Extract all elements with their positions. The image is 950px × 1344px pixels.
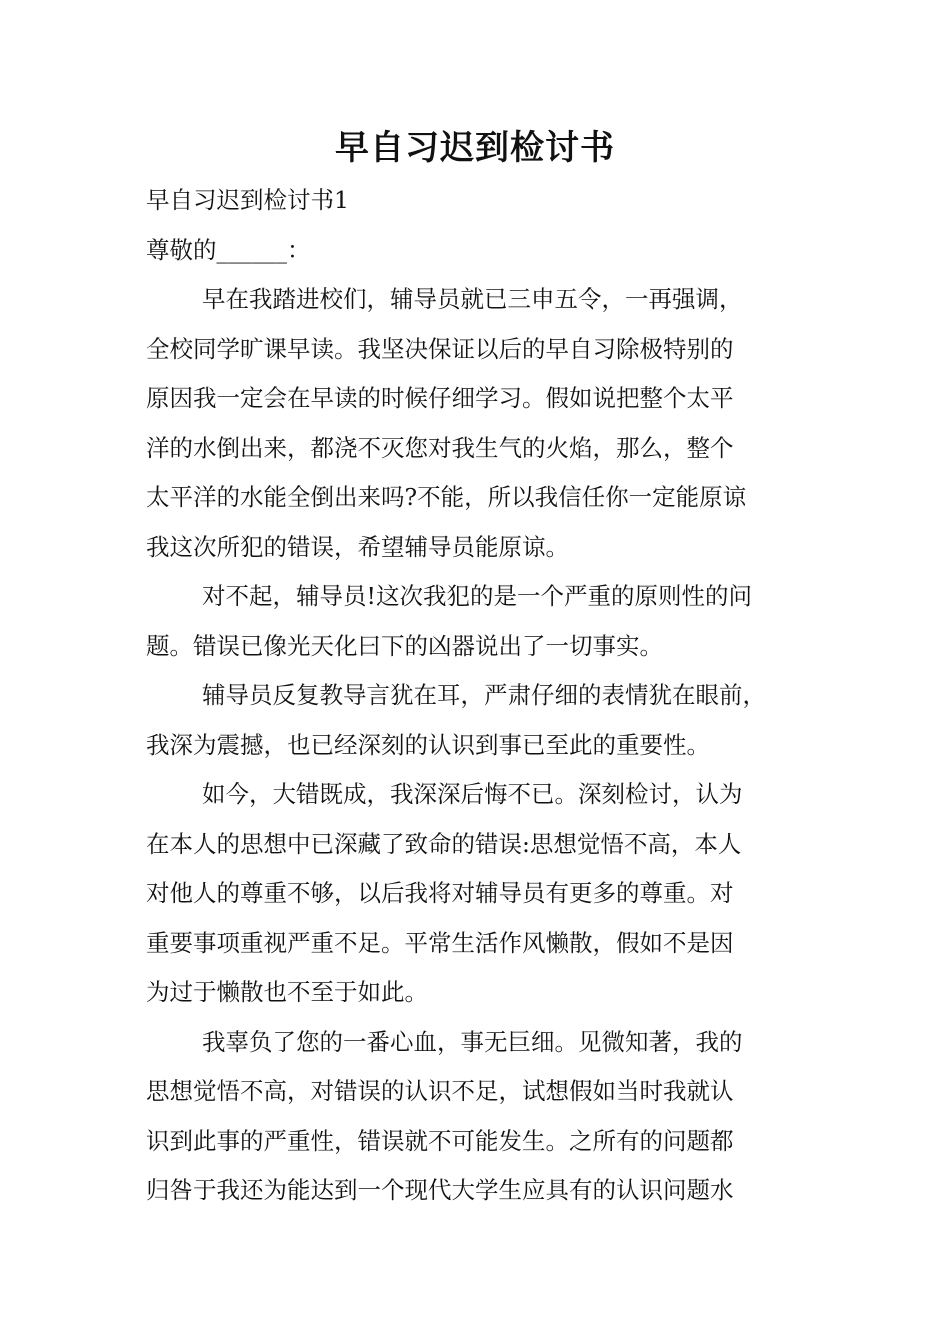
paragraph-line: 洋的水倒出来，都浇不灭您对我生气的火焰，那么，整个: [146, 433, 734, 462]
document-subtitle: 早自习迟到检讨书1: [146, 186, 349, 214]
paragraph-line: 我辜负了您的一番心血，事无巨细。见微知著，我的: [202, 1027, 743, 1056]
paragraph-line: 对他人的尊重不够，以后我将对辅导员有更多的尊重。对: [146, 879, 734, 907]
paragraph-5: [146, 1018, 814, 1216]
paragraph-line: 辅导员反复教导言犹在耳，严肃仔细的表情犹在眼前，: [202, 681, 766, 709]
paragraph-line: 我这次所犯的错误，希望辅导员能原谅。: [146, 532, 569, 561]
paragraph-line: 归咎于我还为能达到一个现代大学生应具有的认识问题水: [146, 1176, 734, 1204]
paragraph-line: 早在我踏进校们，辅导员就已三申五令，一再强调，: [202, 285, 743, 313]
paragraph-4: [146, 770, 814, 1018]
salutation: 尊敬的______：: [146, 235, 311, 264]
paragraph-line: 在本人的思想中已深藏了致命的错误:思想觉悟不高，本人: [146, 829, 742, 858]
paragraph-line: 题。错误已像光天化曰下的凶器说出了一切事实。: [146, 631, 663, 660]
document-title: 早自习迟到检讨书: [335, 128, 615, 168]
paragraph-line: 如今，大错既成，我深深后悔不已。深刻检讨，认为: [202, 780, 743, 808]
paragraph-line: 识到此事的严重性，错误就不可能发生。之所有的问题都: [146, 1126, 734, 1155]
paragraph-line: 太平洋的水能全倒出来吗?不能，所以我信任你一定能原谅: [146, 483, 747, 511]
paragraph-3: [146, 671, 814, 770]
paragraph-2: [146, 572, 814, 671]
paragraph-line: 重要事项重视严重不足。平常生活作风懒散，假如不是因: [146, 928, 734, 957]
paragraph-line: 为过于懒散也不至于如此。: [146, 978, 428, 1006]
document-body: [146, 176, 814, 1216]
paragraph-line: 对不起，辅导员!这次我犯的是一个严重的原则性的问: [202, 582, 752, 610]
paragraph-line: 我深为震撼，也已经深刻的认识到事已至此的重要性。: [146, 730, 710, 759]
paragraph-line: 原因我一定会在早读的时候仔细学习。假如说把整个太平: [146, 384, 734, 412]
paragraph-line: 全校同学旷课早读。我坚决保证以后的早自习除极特别的: [146, 334, 734, 363]
paragraph-line: 思想觉悟不高，对错误的认识不足，试想假如当时我就认: [146, 1077, 734, 1105]
paragraph-1: [146, 275, 814, 572]
